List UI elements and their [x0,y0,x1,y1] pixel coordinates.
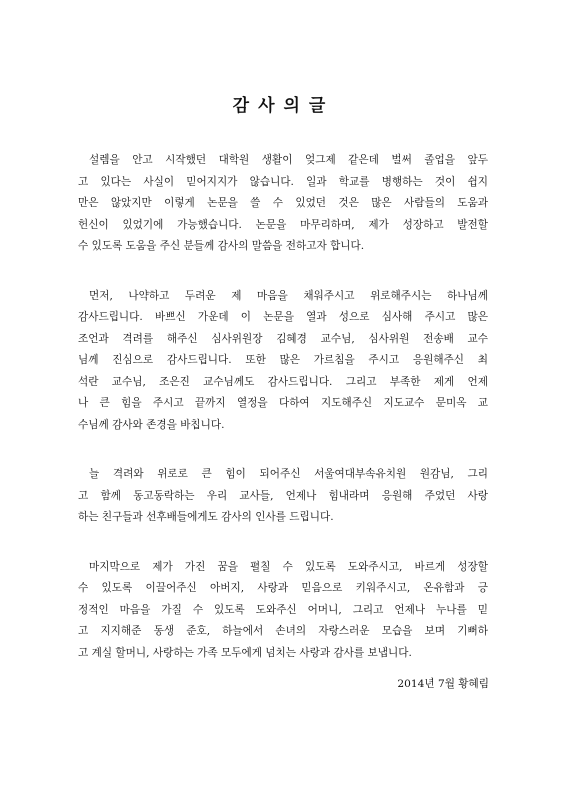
paragraph [78,464,488,529]
paragraph-line: 님께 진심으로 감사드립니다. 또한 많은 가르침을 주시고 응원해주신 최 [78,354,488,366]
paragraph-line: 헌신이 있었기에 가능했습니다. 논문을 마무리하며, 제가 성장하고 발전할 [78,218,488,231]
paragraph-line: 고 있다는 사실이 믿어지지가 않습니다. 일과 학교를 병행하는 것이 쉽지 [78,175,488,188]
signature: 2014년 7월 황혜림 [397,678,489,690]
paragraph-line: 설렘을 안고 시작했던 대학원 생활이 엊그제 같은데 벌써 졸업을 앞두 [89,154,488,166]
paragraph-line: 석란 교수님, 조은진 교수님께도 감사드립니다. 그리고 부족한 제게 언제 [78,375,488,388]
paragraph-line: 정적인 마음을 가질 수 있도록 도와주신 어머니, 그리고 언제나 누나를 믿 [78,603,488,616]
paragraph-line: 늘 격려와 위로로 큰 힘이 되어주신 서울여대부속유치원 원감님, 그리 [89,468,488,480]
paragraph-line: 만은 않았지만 이렇게 논문을 쓸 수 있었던 것은 많은 사람들의 도움과 [78,197,488,209]
paragraph-line: 수님께 감사와 존경을 바칩니다. [78,418,225,431]
paragraph [78,150,488,258]
paragraph [78,557,488,665]
paragraph-line: 고 계실 할머니, 사랑하는 가족 모두에게 넘치는 사랑과 감사를 보냅니다. [78,646,412,659]
paragraph-line: 마지막으로 제가 가진 꿈을 펼칠 수 있도록 도와주시고, 바르게 성장할 [89,560,488,573]
page-title: 감사의글 [232,96,335,116]
paragraph-line: 고 지지해준 동생 준호, 하늘에서 손녀의 자랑스러운 모습을 보며 기뻐하 [78,625,488,637]
paragraph-line: 감사드립니다. 바쁘신 가운데 이 논문을 열과 성으로 심사해 주시고 많은 [78,311,488,323]
paragraph-line: 수 있도록 도움을 주신 분들께 감사의 말씀을 전하고자 합니다. [78,240,365,252]
paragraph-line: 하는 친구들과 선후배들에게도 감사의 인사를 드립니다. [78,511,334,523]
paragraph-line: 조언과 격려를 해주신 심사위원장 김혜경 교수님, 심사위원 전송배 교수 [78,332,488,345]
paragraph-line: 고 함께 동고동락하는 우리 교사들, 언제나 힘내라며 응원해 주었던 사랑 [78,489,488,502]
document-body [78,150,488,692]
paragraph-line: 나 큰 힘을 주시고 끝까지 열정을 다하여 지도해주신 지도교수 문미옥 교 [78,397,488,409]
paragraph [78,286,488,437]
paragraph-line: 수 있도록 이끌어주신 아버지, 사랑과 믿음으로 키워주시고, 온유함과 긍 [78,582,488,594]
paragraph-line: 먼저, 나약하고 두려운 제 마음을 채워주시고 위로해주시는 하나님께 [89,289,488,302]
